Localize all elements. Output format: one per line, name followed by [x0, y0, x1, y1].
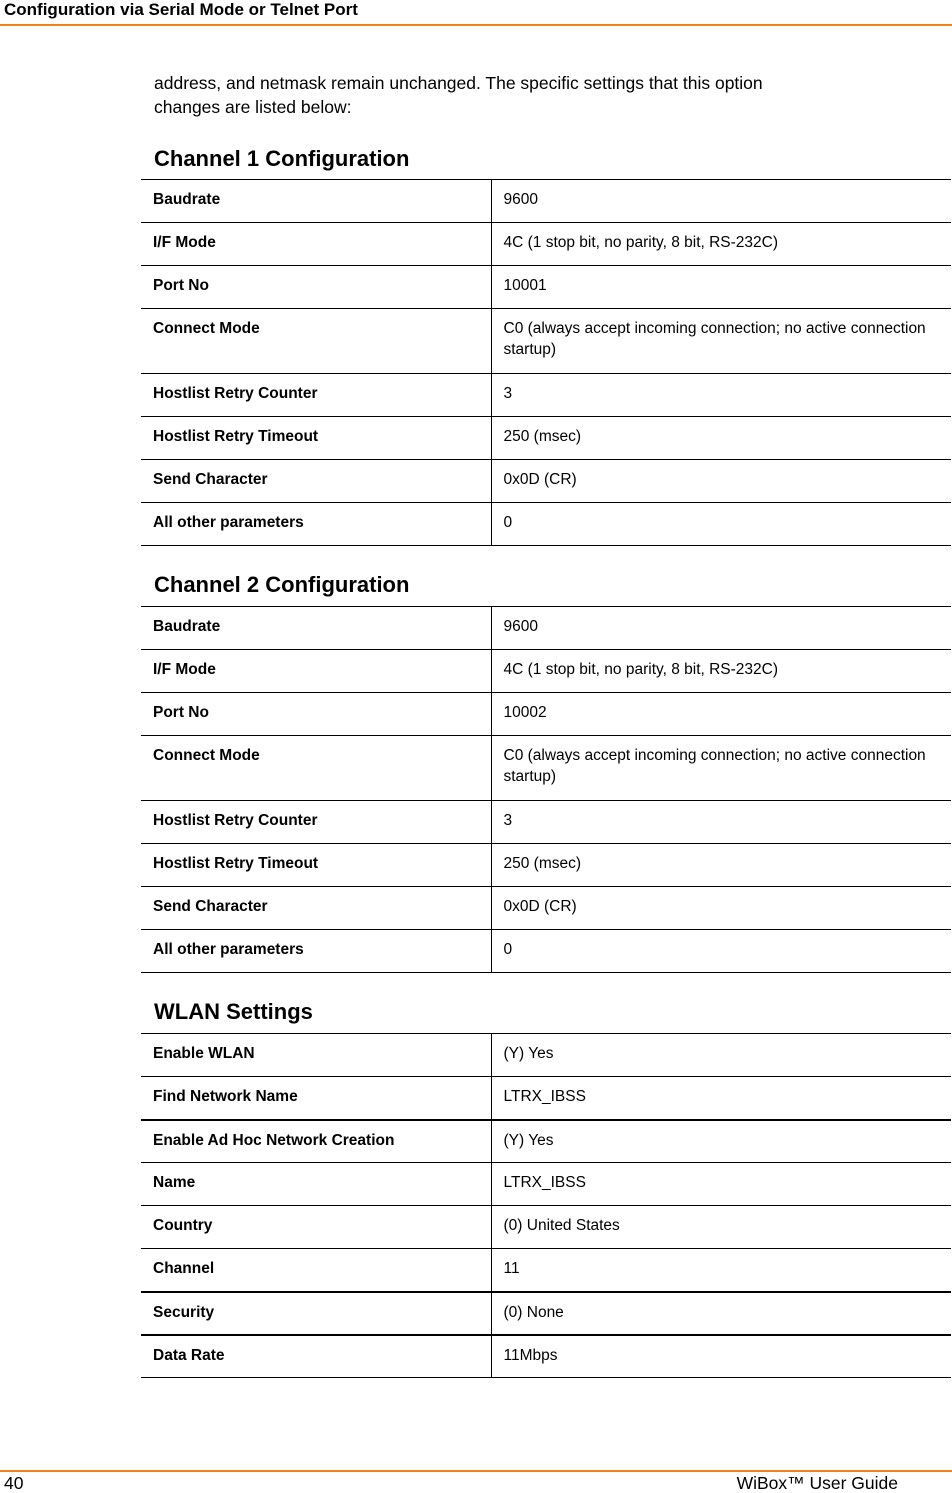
row-value: C0 (always accept incoming connection; no active connection startup) — [491, 736, 951, 801]
row-key: I/F Mode — [141, 223, 491, 266]
document-title: WiBox™ User Guide — [736, 1473, 898, 1493]
row-key: Hostlist Retry Timeout — [141, 844, 491, 887]
row-key: Baudrate — [141, 607, 491, 650]
row-key: Enable WLAN — [141, 1034, 491, 1077]
row-key: Port No — [141, 693, 491, 736]
channel2-title: Channel 2 Configuration — [154, 572, 410, 597]
table-row — [141, 736, 951, 801]
table-row — [141, 1163, 951, 1206]
row-value: (Y) Yes — [491, 1120, 951, 1163]
row-key: All other parameters — [141, 930, 491, 973]
table-row — [141, 1335, 951, 1378]
row-key: Data Rate — [141, 1335, 491, 1378]
channel2-table — [141, 606, 951, 973]
table-row — [141, 460, 951, 503]
table-row — [141, 1249, 951, 1292]
page-header — [0, 0, 952, 26]
row-key: Country — [141, 1206, 491, 1249]
row-value: 11Mbps — [491, 1335, 951, 1378]
table-row — [141, 180, 951, 223]
row-value: (0) United States — [491, 1206, 951, 1249]
row-value: 250 (msec) — [491, 844, 951, 887]
table-row — [141, 266, 951, 309]
row-value: 0x0D (CR) — [491, 460, 951, 503]
row-value: 250 (msec) — [491, 417, 951, 460]
row-key: Enable Ad Hoc Network Creation — [141, 1120, 491, 1163]
row-value: 3 — [491, 374, 951, 417]
table-row — [141, 1120, 951, 1163]
channel1-table — [141, 179, 951, 546]
table-row — [141, 374, 951, 417]
row-key: Channel — [141, 1249, 491, 1292]
row-key: Find Network Name — [141, 1077, 491, 1120]
row-key: Security — [141, 1292, 491, 1335]
row-value: 10001 — [491, 266, 951, 309]
row-key: Connect Mode — [141, 309, 491, 374]
table-row — [141, 1077, 951, 1120]
row-key: Send Character — [141, 887, 491, 930]
table-row — [141, 503, 951, 546]
row-value: LTRX_IBSS — [491, 1163, 951, 1206]
table-row — [141, 887, 951, 930]
row-key: Hostlist Retry Timeout — [141, 417, 491, 460]
row-key: All other parameters — [141, 503, 491, 546]
row-key: I/F Mode — [141, 650, 491, 693]
table-row — [141, 1292, 951, 1335]
table-row — [141, 309, 951, 374]
row-value: 4C (1 stop bit, no parity, 8 bit, RS-232C) — [491, 223, 951, 266]
table-row — [141, 223, 951, 266]
row-key: Port No — [141, 266, 491, 309]
row-key: Connect Mode — [141, 736, 491, 801]
page-number: 40 — [4, 1473, 24, 1493]
wlan-table — [141, 1033, 951, 1378]
row-key: Name — [141, 1163, 491, 1206]
table-row — [141, 930, 951, 973]
row-value: (Y) Yes — [491, 1034, 951, 1077]
row-key: Hostlist Retry Counter — [141, 374, 491, 417]
intro-line-1: address, and netmask remain unchanged. The specific settings that this option — [154, 73, 763, 93]
row-value: 11 — [491, 1249, 951, 1292]
table-row — [141, 650, 951, 693]
table-row — [141, 417, 951, 460]
row-value: 0 — [491, 930, 951, 973]
row-key: Send Character — [141, 460, 491, 503]
row-key: Baudrate — [141, 180, 491, 223]
row-value: (0) None — [491, 1292, 951, 1335]
table-row — [141, 607, 951, 650]
table-row — [141, 1206, 951, 1249]
table-row — [141, 844, 951, 887]
page-footer — [0, 1470, 952, 1493]
row-value: 3 — [491, 801, 951, 844]
row-value: 9600 — [491, 607, 951, 650]
table-row — [141, 1034, 951, 1077]
row-value: 10002 — [491, 693, 951, 736]
header-title: Configuration via Serial Mode or Telnet Port — [4, 0, 358, 19]
intro-paragraph — [154, 71, 914, 119]
row-value: 0x0D (CR) — [491, 887, 951, 930]
row-key: Hostlist Retry Counter — [141, 801, 491, 844]
row-value: C0 (always accept incoming connection; no active connection startup) — [491, 309, 951, 374]
table-row — [141, 693, 951, 736]
row-value: 0 — [491, 503, 951, 546]
channel1-title: Channel 1 Configuration — [154, 146, 410, 171]
row-value: LTRX_IBSS — [491, 1077, 951, 1120]
row-value: 4C (1 stop bit, no parity, 8 bit, RS-232C) — [491, 650, 951, 693]
row-value: 9600 — [491, 180, 951, 223]
intro-line-2: changes are listed below: — [154, 97, 352, 117]
table-row — [141, 801, 951, 844]
wlan-title: WLAN Settings — [154, 999, 313, 1024]
